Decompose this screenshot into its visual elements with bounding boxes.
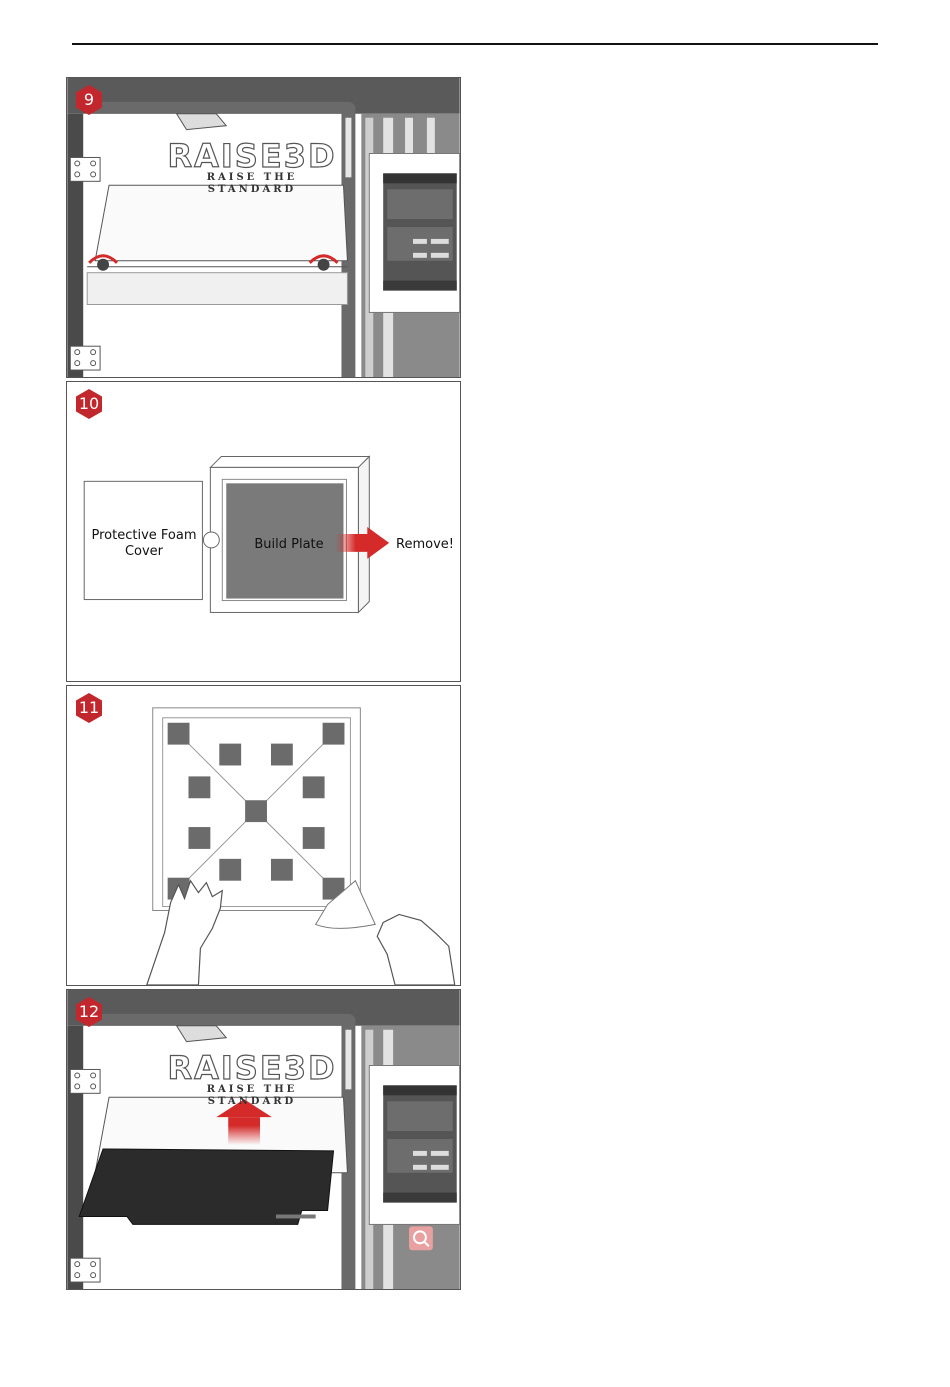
- step-number: 12: [78, 1002, 100, 1021]
- peel-foam-illustration: [67, 686, 460, 985]
- step-number: 9: [83, 90, 95, 109]
- build-plate-label: Build Plate: [254, 537, 324, 552]
- install-plate-illustration: [67, 990, 460, 1289]
- step-number: 11: [78, 698, 100, 717]
- raise3d-logo: [167, 1049, 337, 1108]
- step-number: 10: [78, 394, 100, 413]
- step-10-panel: [66, 381, 461, 682]
- step-10-badge: [73, 388, 105, 420]
- step-11-panel: [66, 685, 461, 986]
- magnifier-icon: [409, 1226, 433, 1250]
- logo-brand: RAISE3D: [167, 1049, 337, 1087]
- header-rule: [72, 43, 878, 45]
- touchscreen-icon: [383, 173, 457, 290]
- step-9-badge: [73, 84, 105, 116]
- remove-label: Remove!: [396, 537, 454, 552]
- raise3d-logo: [167, 137, 337, 196]
- printer-knobs-illustration: [67, 78, 460, 377]
- logo-tagline: RAISE THE STANDARD: [206, 1084, 298, 1107]
- foam-cover-label: Protective Foam Cover: [91, 528, 197, 559]
- logo-tagline: RAISE THE STANDARD: [206, 172, 298, 195]
- touchscreen-icon: [383, 1085, 457, 1202]
- step-11-badge: [73, 692, 105, 724]
- step-9-panel: [66, 77, 461, 378]
- logo-brand: RAISE3D: [167, 137, 337, 175]
- step-12-panel: [66, 989, 461, 1290]
- step-12-badge: [73, 996, 105, 1028]
